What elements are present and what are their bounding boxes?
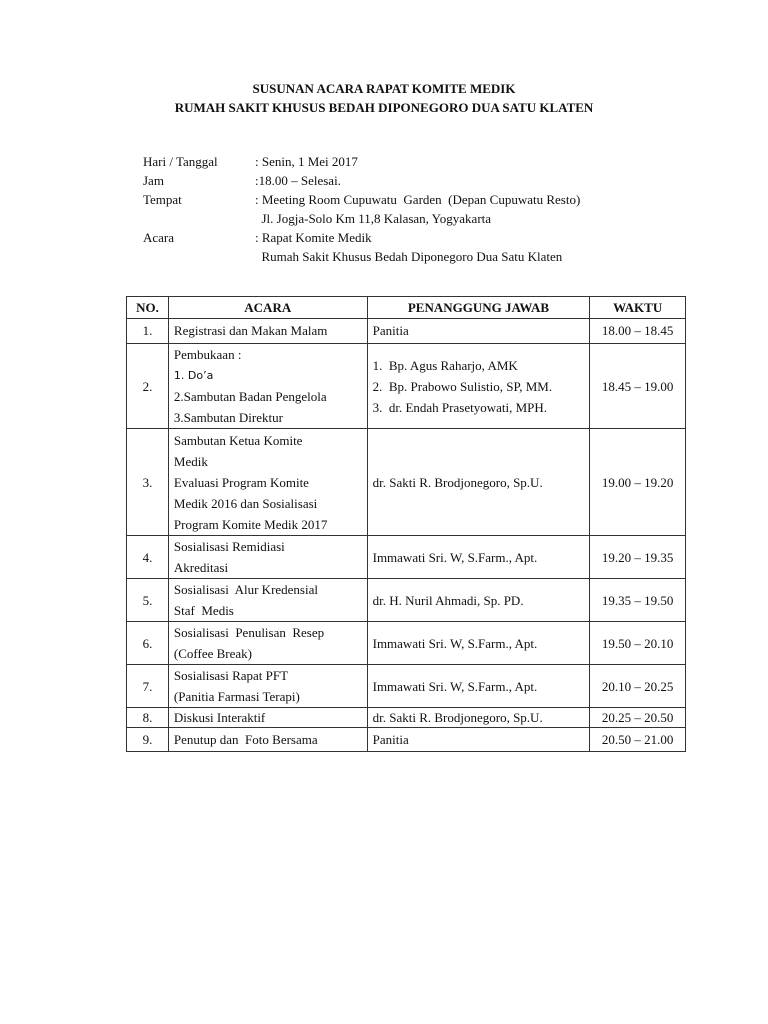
cell-acara — [168, 728, 367, 752]
cell-penanggung-jawab — [367, 429, 590, 536]
table-row — [127, 708, 686, 728]
penanggung-jawab-line: dr. Sakti R. Brodjonegoro, Sp.U. — [372, 709, 543, 725]
table-row — [127, 665, 686, 708]
acara-line: Medik — [173, 453, 208, 469]
event-info — [143, 152, 703, 266]
cell-penanggung-jawab — [367, 319, 590, 344]
cell-no: 9. — [127, 728, 169, 752]
cell-waktu: 19.35 – 19.50 — [590, 579, 686, 622]
info-value: : Rapat Komite Medik — [255, 230, 372, 245]
info-row — [143, 247, 703, 266]
document-subtitle: RUMAH SAKIT KHUSUS BEDAH DIPONEGORO DUA SATU KLATEN — [174, 100, 594, 115]
acara-line: 2.Sambutan Badan Pengelola — [173, 389, 327, 404]
penanggung-jawab-line: Panitia — [372, 731, 409, 747]
info-value: Rumah Sakit Khusus Bedah Diponegoro Dua Satu Klaten — [255, 249, 563, 264]
cell-waktu: 19.50 – 20.10 — [590, 622, 686, 665]
acara-line: Sosialisasi Alur Kredensial — [173, 582, 318, 597]
info-label: Tempat — [143, 192, 182, 207]
acara-line: Sosialisasi Rapat PFT — [173, 668, 289, 683]
penanggung-jawab-line: Immawati Sri. W, S.Farm., Apt. — [372, 635, 538, 651]
acara-line: Program Komite Medik 2017 — [173, 516, 328, 532]
acara-line: Registrasi dan Makan Malam — [173, 323, 328, 338]
cell-acara — [168, 708, 367, 728]
cell-acara — [168, 622, 367, 665]
cell-penanggung-jawab — [367, 536, 590, 579]
cell-waktu: 18.45 – 19.00 — [590, 344, 686, 429]
acara-line: Pembukaan : — [173, 347, 242, 362]
acara-line: (Coffee Break) — [173, 646, 253, 661]
info-row — [143, 228, 703, 247]
cell-waktu: 20.25 – 20.50 — [590, 708, 686, 728]
cell-acara — [168, 344, 367, 429]
acara-line: Sambutan Ketua Komite — [173, 432, 303, 448]
table-row — [127, 319, 686, 344]
acara-line: Sosialisasi Remidiasi — [173, 539, 285, 554]
acara-line: Evaluasi Program Komite — [173, 474, 309, 490]
cell-acara — [168, 579, 367, 622]
info-row — [143, 190, 703, 209]
cell-no: 3. — [127, 429, 169, 536]
cell-no: 8. — [127, 708, 169, 728]
header-waktu: WAKTU — [590, 297, 686, 319]
penanggung-jawab-line: Immawati Sri. W, S.Farm., Apt. — [372, 678, 538, 694]
table-row — [127, 536, 686, 579]
info-row — [143, 171, 703, 190]
cell-penanggung-jawab — [367, 708, 590, 728]
acara-line: 3.Sambutan Direktur — [173, 410, 283, 425]
header-no: NO. — [127, 297, 169, 319]
cell-acara — [168, 536, 367, 579]
table-row — [127, 344, 686, 429]
table-row — [127, 429, 686, 536]
cell-waktu: 19.00 – 19.20 — [590, 429, 686, 536]
cell-waktu: 20.50 – 21.00 — [590, 728, 686, 752]
penanggung-jawab-line: 3. dr. Endah Prasetyowati, MPH. — [372, 399, 548, 415]
info-row — [143, 152, 703, 171]
cell-penanggung-jawab — [367, 344, 590, 429]
info-label: Jam — [143, 173, 164, 188]
info-row — [143, 209, 703, 228]
cell-penanggung-jawab — [367, 665, 590, 708]
cell-acara — [168, 319, 367, 344]
acara-line: (Panitia Farmasi Terapi) — [173, 689, 300, 704]
penanggung-jawab-line: 1. Bp. Agus Raharjo, AMK — [372, 357, 518, 373]
table-row — [127, 622, 686, 665]
cell-no: 4. — [127, 536, 169, 579]
cell-no: 6. — [127, 622, 169, 665]
cell-waktu: 18.00 – 18.45 — [590, 319, 686, 344]
penanggung-jawab-line: Immawati Sri. W, S.Farm., Apt. — [372, 549, 538, 565]
acara-line: 1. Do’a — [173, 369, 214, 382]
cell-no: 5. — [127, 579, 169, 622]
header-penanggung-jawab: PENANGGUNG JAWAB — [367, 297, 590, 319]
info-label: Acara — [143, 230, 175, 245]
cell-penanggung-jawab — [367, 622, 590, 665]
penanggung-jawab-line: Panitia — [372, 323, 409, 338]
table-row — [127, 728, 686, 752]
info-value: : Senin, 1 Mei 2017 — [255, 154, 358, 169]
schedule-table — [126, 296, 686, 752]
cell-acara — [168, 665, 367, 708]
info-label: Hari / Tanggal — [143, 154, 218, 169]
acara-line: Akreditasi — [173, 560, 229, 575]
cell-no: 2. — [127, 344, 169, 429]
info-value: :18.00 – Selesai. — [255, 173, 341, 188]
cell-no: 7. — [127, 665, 169, 708]
penanggung-jawab-line: dr. Sakti R. Brodjonegoro, Sp.U. — [372, 474, 543, 490]
cell-penanggung-jawab — [367, 579, 590, 622]
acara-line: Diskusi Interaktif — [173, 709, 266, 725]
acara-line: Medik 2016 dan Sosialisasi — [173, 495, 318, 511]
document-title: SUSUNAN ACARA RAPAT KOMITE MEDIK — [252, 81, 516, 96]
table-row — [127, 579, 686, 622]
penanggung-jawab-line: dr. H. Nuril Ahmadi, Sp. PD. — [372, 592, 524, 608]
acara-line: Staf Medis — [173, 603, 234, 618]
acara-line: Sosialisasi Penulisan Resep — [173, 625, 325, 640]
cell-acara — [168, 429, 367, 536]
cell-no: 1. — [127, 319, 169, 344]
cell-penanggung-jawab — [367, 728, 590, 752]
info-value: Jl. Jogja-Solo Km 11,8 Kalasan, Yogyakarta — [255, 211, 492, 226]
penanggung-jawab-line: 2. Bp. Prabowo Sulistio, SP, MM. — [372, 378, 553, 394]
header-acara: ACARA — [168, 297, 367, 319]
cell-waktu: 19.20 – 19.35 — [590, 536, 686, 579]
cell-waktu: 20.10 – 20.25 — [590, 665, 686, 708]
acara-line: Penutup dan Foto Bersama — [173, 731, 318, 747]
table-header-row — [127, 297, 686, 319]
info-value: : Meeting Room Cupuwatu Garden (Depan Cupuwatu Resto) — [255, 192, 581, 207]
